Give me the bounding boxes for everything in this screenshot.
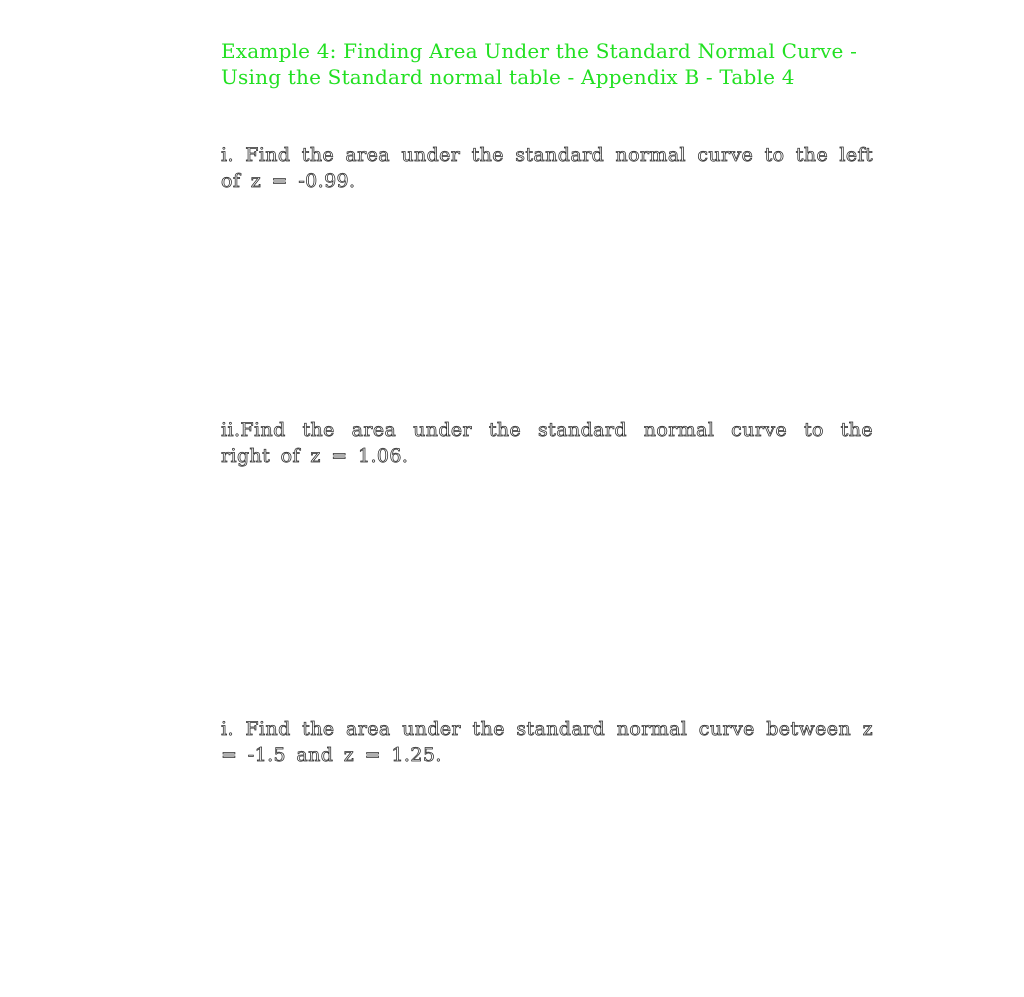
question-left-area: i. Find the area under the standard normal curve to the left of z = -0.99.: [221, 144, 873, 192]
question-right-area: ii.Find the area under the standard normal curve to the right of z = 1.06.: [221, 419, 873, 467]
question-between-area: i. Find the area under the standard normal curve between z = -1.5 and z = 1.25.: [221, 718, 873, 766]
example-title: Example 4: Finding Area Under the Standard Normal Curve - Using the Standard normal table - Appendix B - Table 4: [221, 39, 858, 89]
